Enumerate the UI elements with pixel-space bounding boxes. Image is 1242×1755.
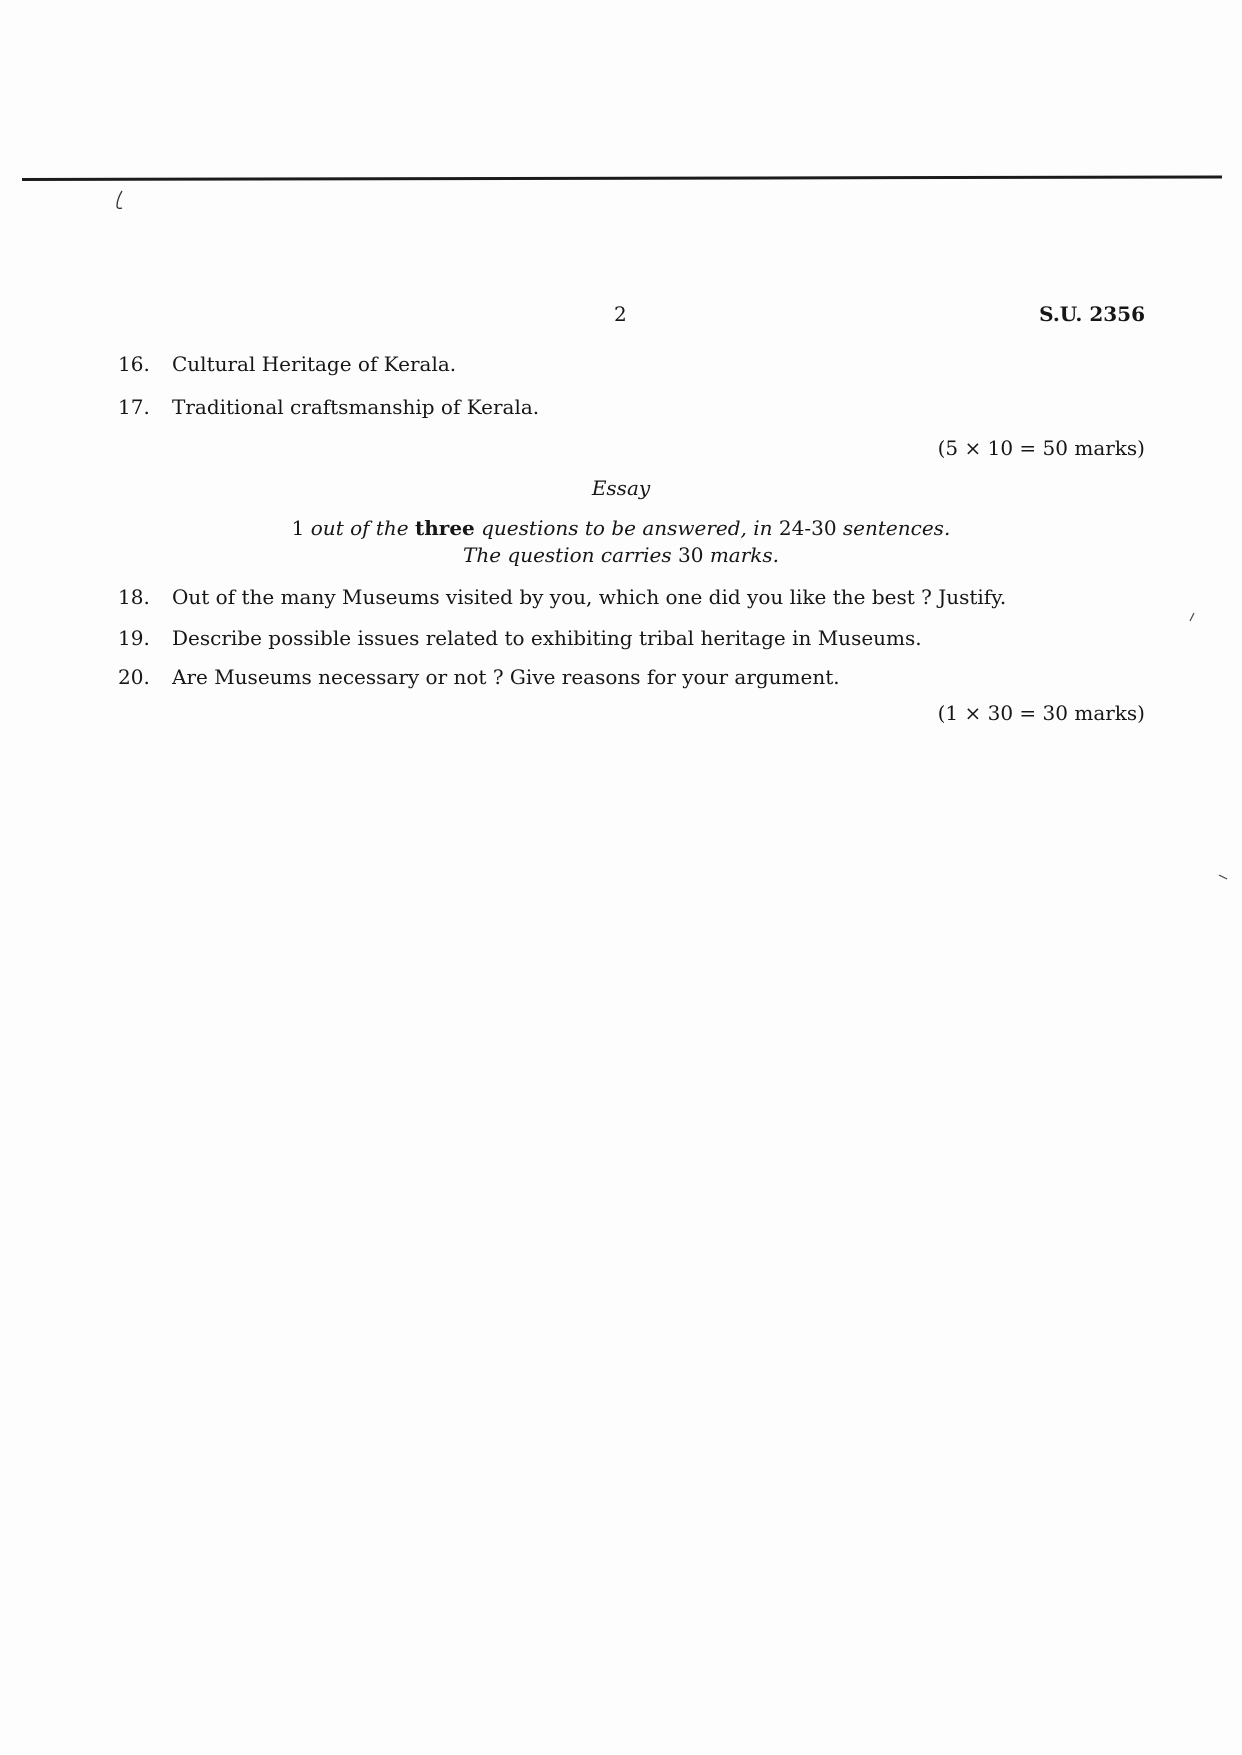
marks-summary: (5 × 10 = 50 marks) [937,436,1145,460]
section-heading: Essay [591,476,651,500]
instruction-marks: 30 [678,543,704,567]
paper-code: S.U. 2356 [1039,302,1145,326]
marks-summary: (1 × 30 = 30 marks) [937,701,1145,725]
question-number: 19. [118,626,150,650]
instruction-text: The question carries [462,543,672,567]
page-number: 2 [614,302,627,326]
question-item [118,626,922,650]
question-number: 16. [118,352,150,376]
question-item [118,665,840,689]
instruction-emphasis: three [415,516,475,540]
sentence-range: 24-30 [778,516,837,540]
margin-tick [1218,874,1228,880]
question-item [118,395,539,419]
instruction-text: questions to be answered, in [481,516,773,540]
question-number: 17. [118,395,150,419]
question-count: 1 [291,516,305,540]
question-text: Describe possible issues related to exhibiting tribal heritage in Museums. [172,626,922,650]
instruction-line-1 [0,516,1242,540]
top-rule [22,175,1222,181]
question-number: 18. [118,585,150,609]
question-text: Traditional craftsmanship of Kerala. [172,395,540,419]
question-number: 20. [118,665,150,689]
question-text: Out of the many Museums visited by you, which one did you like the best ? Justify. [172,585,1007,609]
pen-mark [113,190,127,210]
instruction-text: sentences. [842,516,951,540]
margin-tick [1188,612,1196,622]
instruction-text: out of the [310,516,409,540]
question-item [118,352,456,376]
question-text: Cultural Heritage of Kerala. [172,352,457,376]
question-text: Are Museums necessary or not ? Give reasons for your argument. [172,665,840,689]
question-item [118,585,1006,609]
instruction-text: marks. [709,543,780,567]
instruction-line-2 [0,543,1242,567]
